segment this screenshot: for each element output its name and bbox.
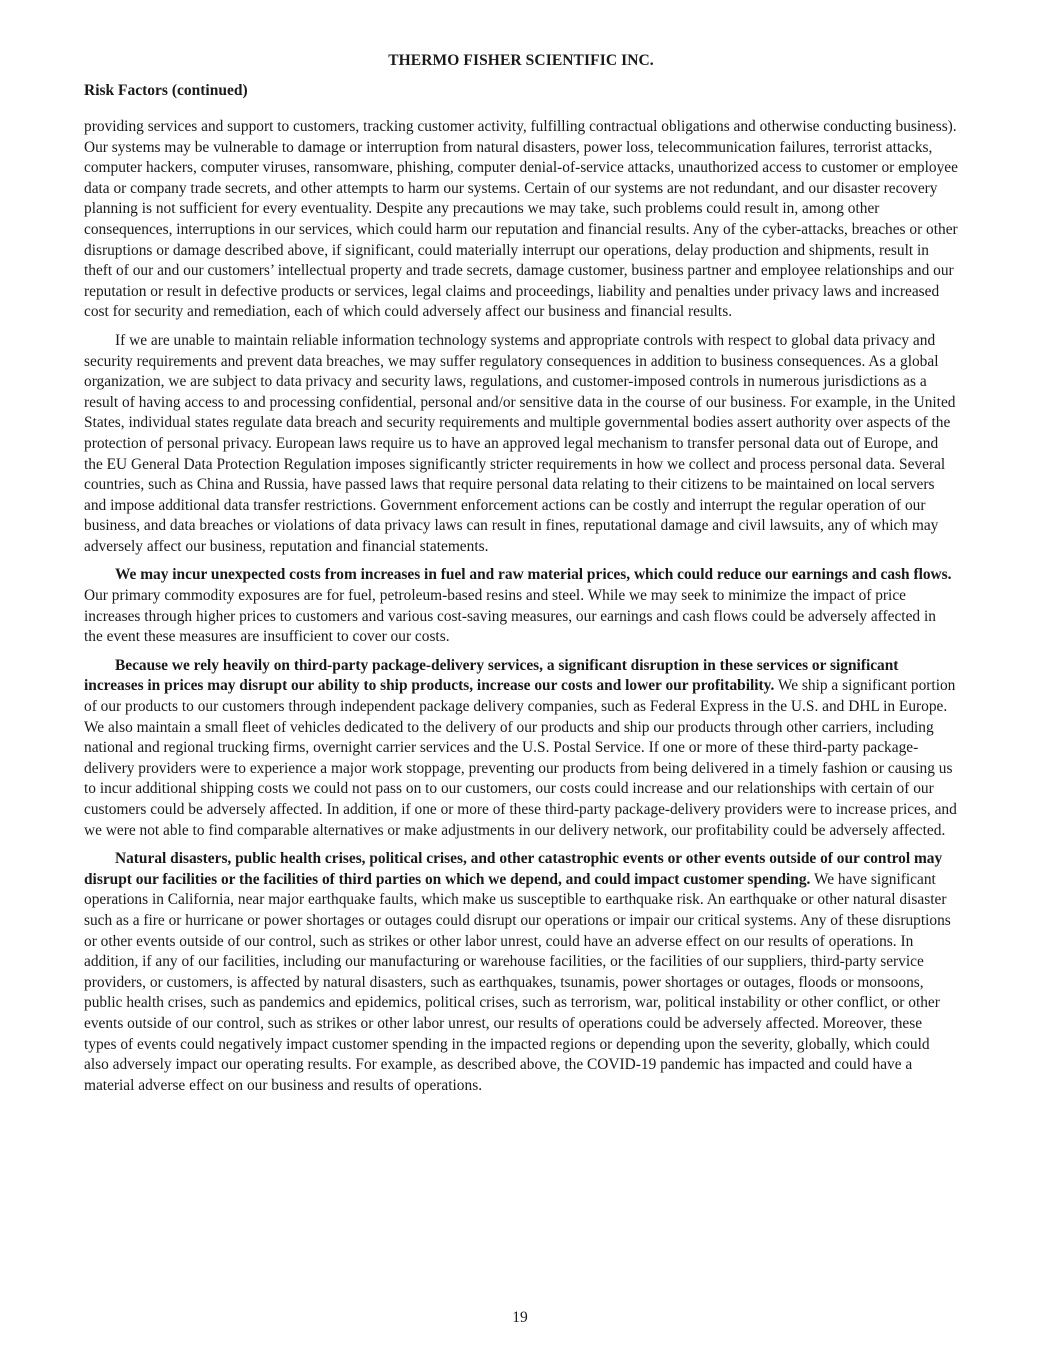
- paragraph-2: [84, 331, 958, 558]
- paragraph-5: [84, 849, 958, 1096]
- paragraph-text: Our primary commodity exposures are for fuel, petroleum-based resins and steel. While we may seek to minimize the impact of price increases through higher prices to customers and various cost-saving measures, our earnings and cash flows could be adversely affected in the event these measures are insufficient to cover our costs.: [84, 587, 936, 646]
- paragraph-4: [84, 656, 958, 841]
- paragraph-text: We have significant operations in California, near major earthquake faults, which make us susceptible to earthquake risk. An earthquake or other natural disaster such as a fire or hurricane or power shortages or outages could disrupt our operations or impair our critical systems. Any of these disruptions or other events outside of our control, such as strikes or other labor unrest, could have an adverse effect on our results of operations. In addition, if any of our facilities, including our manufacturing or warehouse facilities, or the facilities of our suppliers, third-party service providers, or customers, is affected by natural disasters, such as earthquakes, tsunamis, power shortages or outages, floods or monsoons, public health crises, such as pandemics and epidemics, political crises, such as terrorism, war, political instability or other conflict, or other events outside of our control, such as strikes or other labor unrest, our results of operations could be adversely affected. Moreover, these types of events could negatively impact customer spending in the impacted regions or depending upon the severity, globally, which could also adversely impact our operating results. For example, as described above, the COVID-19 pandemic has impacted and could have a material adverse effect on our business and results of operations.: [84, 870, 951, 1094]
- paragraph-3: [84, 565, 958, 647]
- paragraph-heading: We may incur unexpected costs from increases in fuel and raw material prices, which could reduce our earnings and cash flows.: [115, 566, 952, 584]
- page-number: 19: [512, 1309, 528, 1326]
- body-text: [84, 117, 958, 1104]
- paragraph-text: If we are unable to maintain reliable information technology systems and appropriate controls with respect to global data privacy and security requirements and prevent data breaches, we may suffer regulatory consequences in addition to business consequences. As a global organization, we are subject to data privacy and security laws, regulations, and customer-imposed controls in numerous jurisdictions as a result of having access to and processing confidential, personal and/or sensitive data in the course of our business. For example, in the United States, individual states regulate data breach and security requirements and multiple governmental bodies assert authority over aspects of the protection of personal privacy. European laws require us to have an approved legal mechanism to transfer personal data out of Europe, and the EU General Data Protection Regulation imposes significantly stricter requirements in how we collect and process personal data. Several countries, such as China and Russia, have passed laws that require personal data relating to their citizens to be maintained on local servers and impose additional data transfer restrictions. Government enforcement actions can be costly and interrupt the regular operation of our business, and data breaches or violations of data privacy laws can result in fines, reputational damage and civil lawsuits, any of which may adversely affect our business, reputation and financial statements.: [84, 331, 956, 555]
- paragraph-heading: Natural disasters, public health crises, political crises, and other catastrophic events or other events outside of our control may disrupt our facilities or the facilities of third parties on which we depend, and could impact customer spending.: [84, 850, 943, 888]
- section-title: Risk Factors (continued): [84, 82, 248, 99]
- paragraph-text: We ship a significant portion of our products to our customers through independent package delivery companies, such as Federal Express in the U.S. and DHL in Europe. We also maintain a small fleet of vehicles dedicated to the delivery of our products and ship our products through other carriers, including national and regional trucking firms, overnight carrier services and the U.S. Postal Service. If one or more of these third-party package-delivery providers were to experience a major work stoppage, preventing our products from being delivered in a timely fashion or causing us to incur additional shipping costs we could not pass on to our customers, our costs could increase and our relationships with certain of our customers could be adversely affected. In addition, if one or more of these third-party package-delivery providers were to increase prices, and we were not able to find comparable alternatives or make adjustments in our delivery network, our profitability could be adversely affected.: [84, 677, 957, 839]
- paragraph-text: providing services and support to customers, tracking customer activity, fulfilling contractual obligations and otherwise conducting business). Our systems may be vulnerable to damage or interruption from natural disasters, power loss, telecommunication failures, terrorist attacks, computer hackers, computer viruses, ransomware, phishing, computer denial-of-service attacks, unauthorized access to customer or employee data or company trade secrets, and other attempts to harm our systems. Certain of our systems are not redundant, and our disaster recovery planning is not sufficient for every eventuality. Despite any precautions we may take, such problems could result in, among other consequences, interruptions in our services, which could harm our reputation and financial results. Any of the cyber-attacks, breaches or other disruptions or damage described above, if significant, could materially interrupt our operations, delay production and shipments, result in theft of our and our customers’ intellectual property and trade secrets, damage customer, business partner and employee relationships and our reputation or result in defective products or services, legal claims and proceedings, liability and penalties under privacy laws and increased cost for security and remediation, each of which could adversely affect our business and financial results.: [84, 118, 958, 321]
- paragraph-heading: Because we rely heavily on third-party package-delivery services, a significant disruption in these services or significant increases in prices may disrupt our ability to ship products, increase our costs and lower our profitability.: [84, 656, 899, 695]
- company-header: THERMO FISHER SCIENTIFIC INC.: [388, 52, 654, 69]
- paragraph-1: [84, 117, 958, 323]
